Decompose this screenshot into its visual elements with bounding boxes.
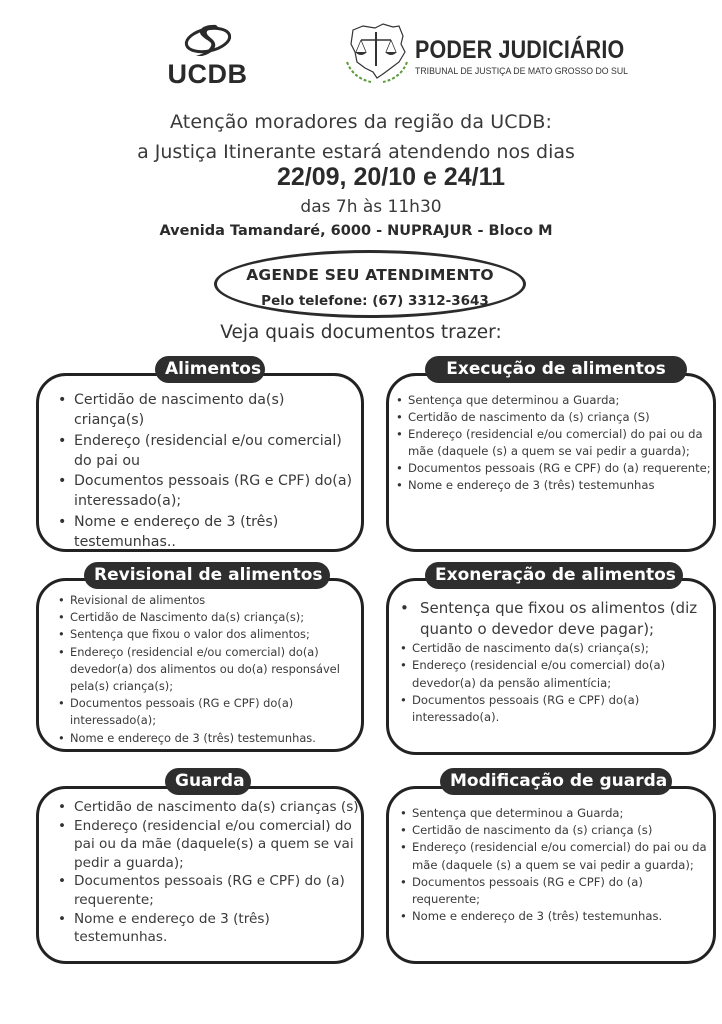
list-item: • Certidão de nascimento da(s) criança(s) [56, 390, 358, 431]
document-list [56, 798, 360, 947]
scales-of-justice-emblem-icon [343, 22, 413, 86]
list-item: • Certidão de nascimento da(s) criança(s); [398, 640, 712, 657]
card-revisional-de-alimentos [36, 562, 364, 752]
list-item: • Endereço (residencial e/ou comercial) do pai ou [56, 431, 358, 472]
list-item: • Nome e endereço de 3 (três) testemunhas. [398, 908, 712, 925]
poder-judiciario-logo [343, 22, 643, 90]
list-item: • Endereço (residencial e/ou comercial) do pai ou da mãe (daquele (s) a quem se vai pedir a guarda); [394, 426, 712, 460]
service-dates: 22/09, 20/10 e 24/11 [277, 163, 505, 191]
documents-intro: Veja quais documentos trazer: [220, 322, 502, 343]
document-list [56, 592, 360, 747]
list-item: • Endereço (residencial e/ou comercial) do(a) devedor(a) da pensão alimentícia; [398, 657, 712, 692]
card-alimentos [36, 356, 364, 552]
list-item: • Sentença que fixou os alimentos (diz quanto o devedor deve pagar); [398, 598, 712, 639]
card-title: Modificação de guarda [440, 768, 672, 795]
poder-judiciario-title: PODER JUDICIÁRIO [415, 36, 625, 64]
ucdb-swoosh-icon [182, 22, 234, 58]
card-title: Exoneração de alimentos [425, 562, 683, 589]
list-item: • Endereço (residencial e/ou comercial) do pai ou da mãe (daquele (s) a quem se vai pedir a guarda); [398, 839, 712, 873]
scheduling-title: AGENDE SEU ATENDIMENTO [246, 266, 494, 284]
tribunal-subtitle: TRIBUNAL DE JUSTIÇA DE MATO GROSSO DO SUL [415, 66, 629, 77]
card-title: Alimentos [155, 356, 265, 383]
list-item: • Sentença que determinou a Guarda; [394, 392, 712, 409]
list-item: • Endereço (residencial e/ou comercial) do(a) devedor(a) dos alimentos ou do(a) responsável pela(s) criança(s); [56, 644, 360, 696]
list-item: • Certidão de nascimento da (s) criança (S) [394, 409, 712, 426]
list-item: • Nome e endereço de 3 (três) testemunhas. [56, 910, 360, 947]
list-item: • Sentença que determinou a Guarda; [398, 805, 712, 822]
card-exoneracao-de-alimentos [386, 562, 716, 755]
list-item: • Nome e endereço de 3 (três) testemunhas. [56, 730, 360, 747]
list-item: • Endereço (residencial e/ou comercial) do pai ou da mãe (daquele(s) a quem se vai pedir a guarda); [56, 817, 360, 873]
card-execucao-de-alimentos [386, 356, 716, 552]
list-item: • Nome e endereço de 3 (três) testemunhas.. [56, 512, 358, 553]
ucdb-logo-text: UCDB [167, 59, 248, 89]
list-item: • Documentos pessoais (RG e CPF) do (a) requerente; [56, 872, 360, 909]
card-modificacao-de-guarda [386, 768, 716, 964]
document-list [56, 390, 358, 552]
card-title: Revisional de alimentos [84, 562, 330, 589]
service-hours: das 7h às 11h30 [300, 197, 442, 217]
list-item: • Revisional de alimentos [56, 592, 360, 609]
service-address: Avenida Tamandaré, 6000 - NUPRAJUR - Bloco M [159, 223, 553, 239]
list-item: • Nome e endereço de 3 (três) testemunhas [394, 477, 712, 494]
list-item: • Documentos pessoais (RG e CPF) do(a) interessado(a); [56, 695, 360, 729]
card-title: Guarda [165, 768, 251, 795]
announcement-line-2: a Justiça Itinerante estará atendendo nos dias [137, 141, 575, 163]
list-item: • Sentença que fixou o valor dos alimentos; [56, 626, 360, 643]
list-item: • Documentos pessoais (RG e CPF) do(a) interessado(a). [398, 692, 712, 727]
ucdb-logo [160, 22, 255, 90]
list-item: • Documentos pessoais (RG e CPF) do (a) requerente; [398, 874, 712, 908]
list-item: • Documentos pessoais (RG e CPF) do(a) interessado(a); [56, 471, 358, 512]
list-item: • Certidão de Nascimento da(s) criança(s); [56, 609, 360, 626]
card-guarda [36, 768, 364, 964]
document-list [394, 392, 712, 493]
announcement-line-1: Atenção moradores da região da UCDB: [170, 111, 552, 133]
list-item: • Certidão de nascimento da(s) crianças (s) [56, 798, 360, 817]
scheduling-oval [214, 250, 526, 318]
document-list [398, 598, 712, 726]
list-item: • Certidão de nascimento da (s) criança (s) [398, 822, 712, 839]
card-title: Execução de alimentos [425, 356, 687, 383]
document-list [398, 805, 712, 925]
list-item: • Documentos pessoais (RG e CPF) do (a) requerente; [394, 460, 712, 477]
scheduling-phone: Pelo telefone: (67) 3312-3643 [261, 293, 489, 309]
